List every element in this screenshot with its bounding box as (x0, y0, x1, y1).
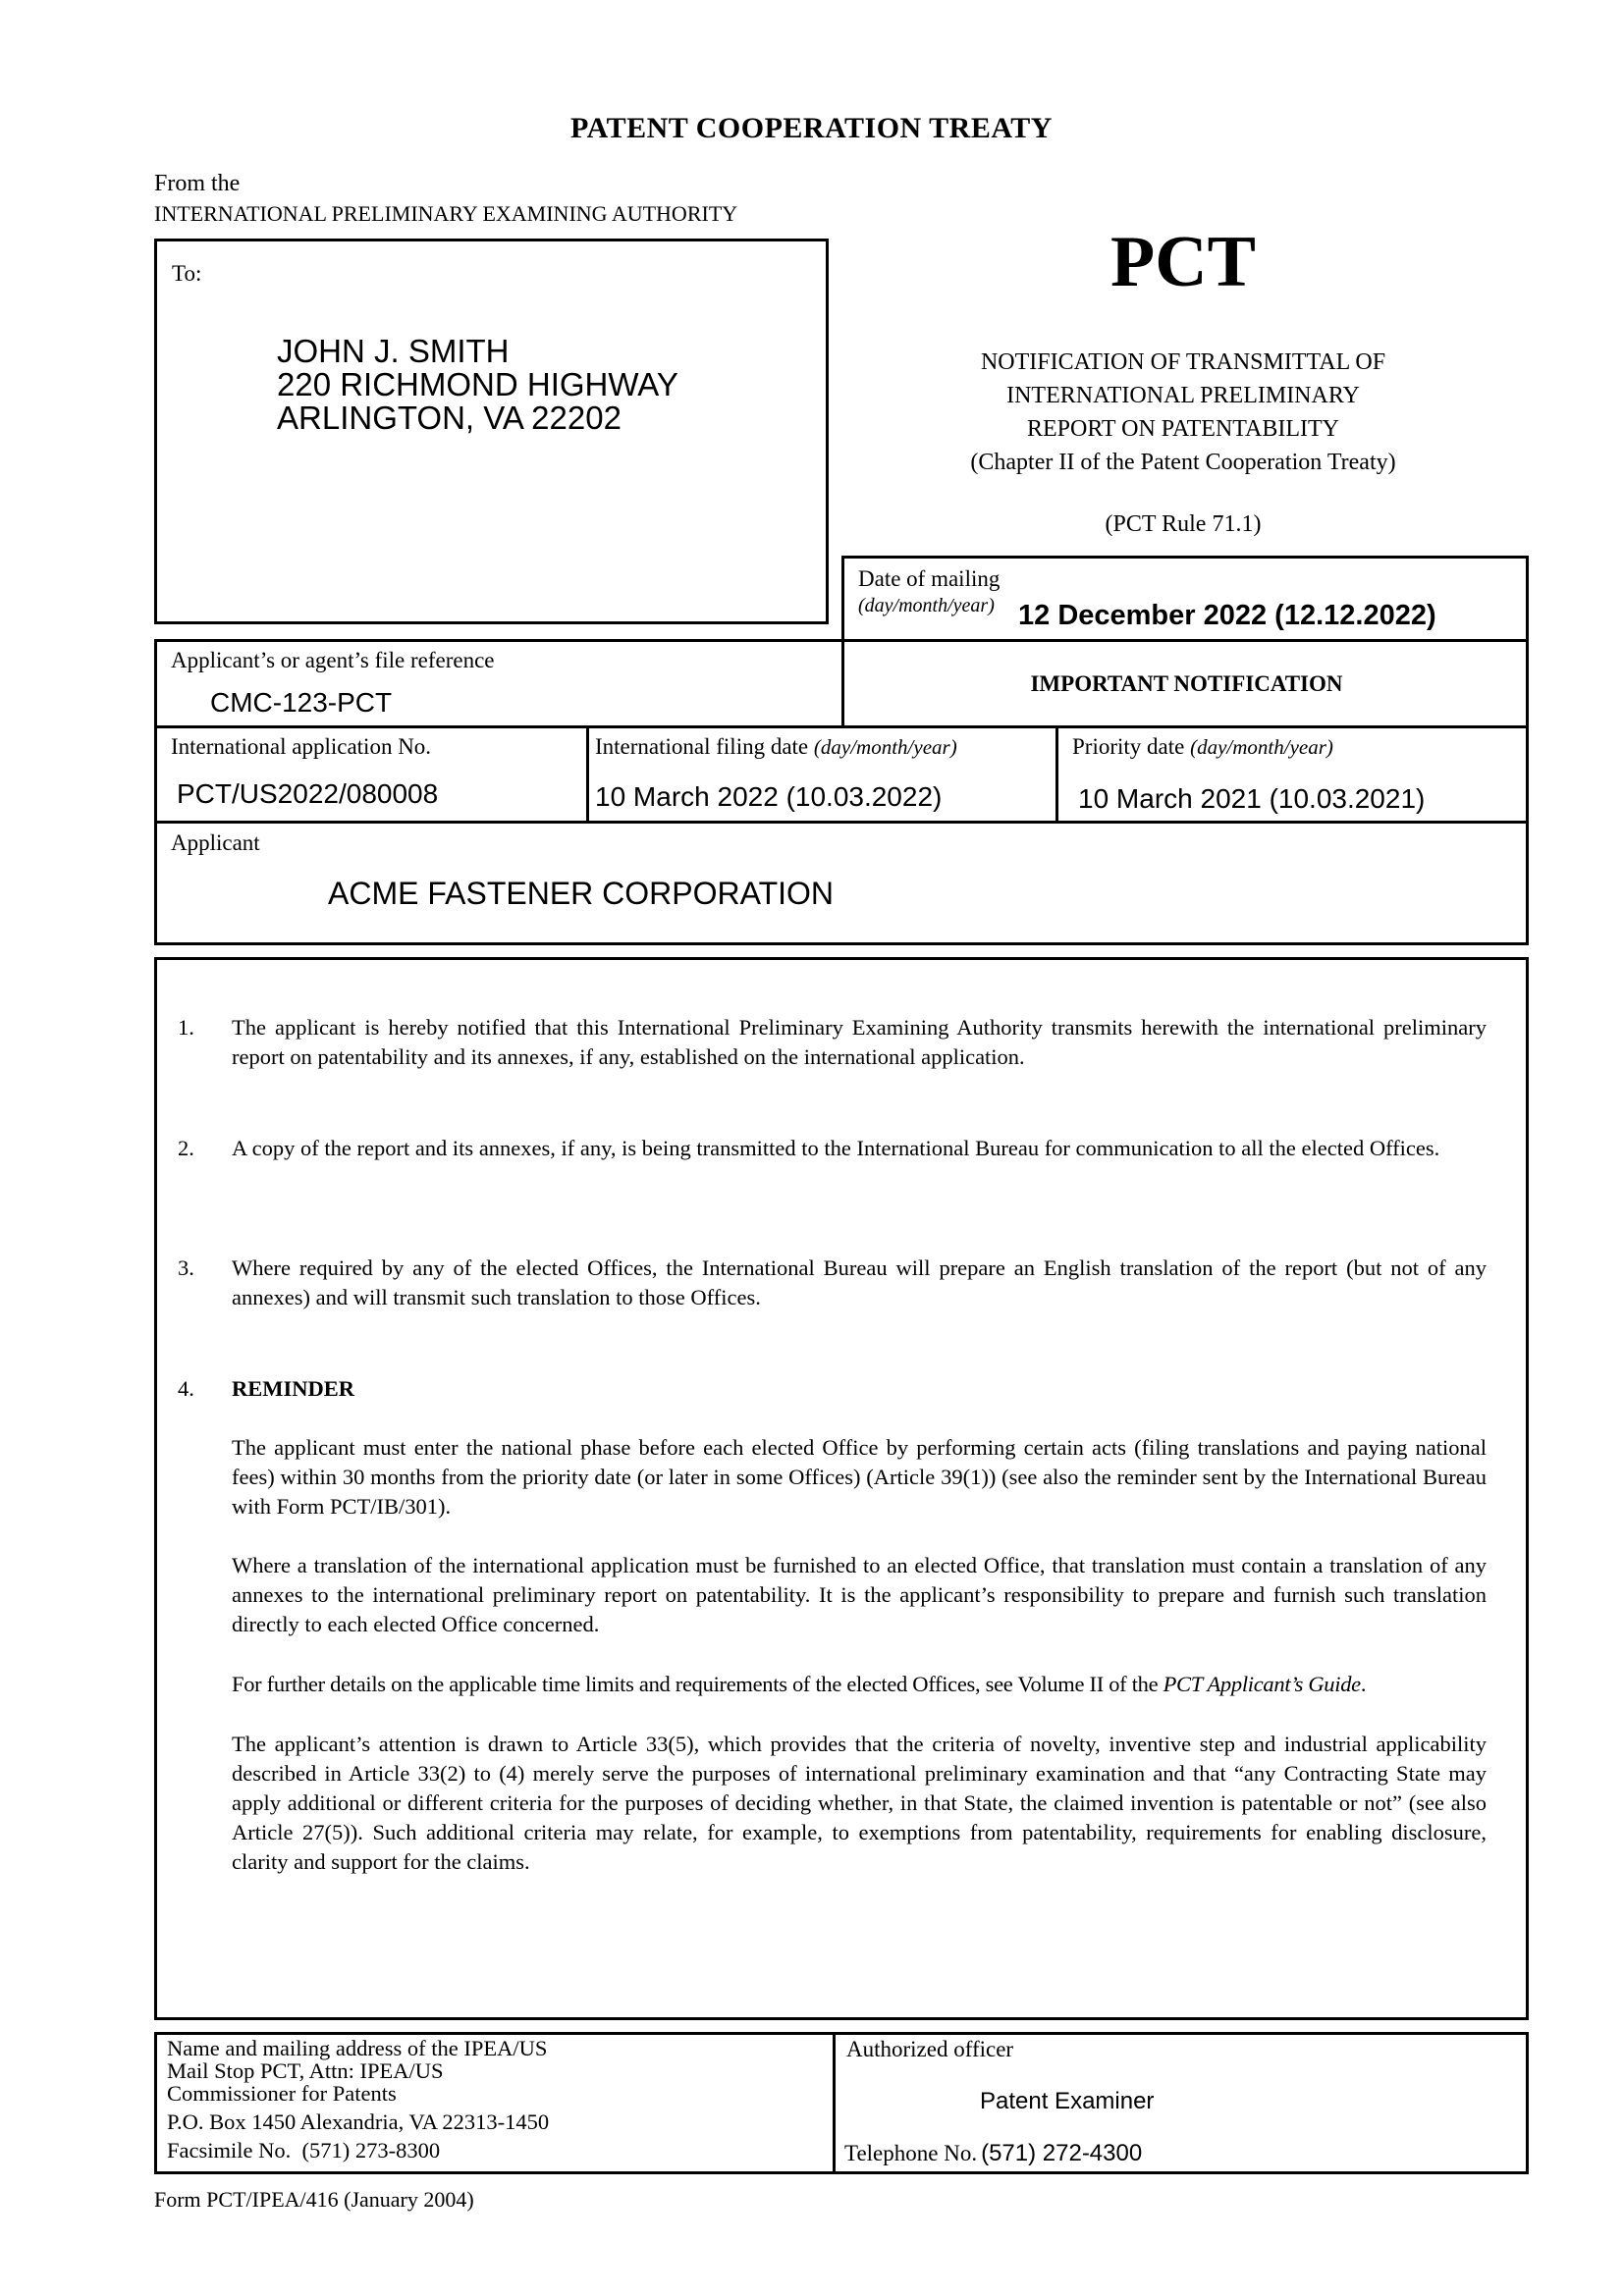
ipea-line: P.O. Box 1450 Alexandria, VA 22313-1450 (167, 2109, 550, 2134)
item-3-text: Where required by any of the elected Offices, the International Bureau will prepare an English translation of the report (but not of any annexes) and will transmit such translation to those Offices. (232, 1255, 1487, 1309)
recipient-address (277, 335, 678, 435)
applicant-label: Applicant (171, 830, 260, 855)
address-line: 220 RICHMOND HIGHWAY (277, 366, 678, 402)
ipea-line: Name and mailing address of the IPEA/US (167, 2036, 548, 2060)
mailing-date-value: 12 December 2022 (12.12.2022) (1018, 600, 1436, 631)
from-line-2: INTERNATIONAL PRELIMINARY EXAMINING AUTHORITY (154, 201, 738, 226)
applicants-guide-title: PCT Applicant’s Guide (1163, 1672, 1361, 1696)
telephone-line: Telephone No. (571) 272-4300 (844, 2140, 1143, 2166)
ipea-line: Commissioner for Patents (167, 2081, 397, 2106)
reminder-paragraph-3: The applicant’s attention is drawn to Article 33(5), which provides that the criteria of novelty, inventive step and industrial applicability described in Article 33(2) to (4) merely serve the purposes of international preliminary examination and that “any Contracting State may apply additional or different criteria for the purposes of deciding whether, in that State, the claimed invention is patentable or not” (see also Article 27(5)). Such additional criteria may relate, for example, to exemptions from patentability, requirements for enabling disclosure, clarity and support for the claims. (232, 1732, 1487, 1874)
pct-rule: (PCT Rule 71.1) (1105, 511, 1262, 537)
item-number: 2. (178, 1136, 194, 1160)
item-number: 3. (178, 1255, 194, 1280)
telephone-value: (571) 272-4300 (981, 2140, 1143, 2166)
reminder-paragraph-1: The applicant must enter the national phase before each elected Office by performing certain acts (filing translations and paying national fees) within 30 months from the priority date (or later in some Offices) (Article 39(1)) (see also the reminder sent by the International Bureau with Form PCT/IB/301). (232, 1435, 1487, 1519)
item-number: 1. (178, 1015, 194, 1040)
pct-logo-text: PCT (1110, 222, 1256, 302)
application-number-label: International application No. (171, 734, 432, 759)
ipea-address (167, 2037, 549, 2162)
authorized-officer-label: Authorized officer (846, 2037, 1014, 2061)
authorized-officer-value: Patent Examiner (980, 2088, 1155, 2114)
notification-line: INTERNATIONAL PRELIMINARY (1006, 383, 1360, 408)
item-2-text: A copy of the report and its annexes, if any, is being transmitted to the International Bureau for communication to all the elected Offices. (232, 1136, 1440, 1160)
ipea-line: Mail Stop PCT, Attn: IPEA/US (167, 2058, 444, 2083)
filing-date-label: International filing date (day/month/year) (595, 734, 957, 759)
notification-line: (Chapter II of the Patent Cooperation Treaty) (970, 450, 1396, 475)
mailing-date-label: Date of mailing (858, 566, 1001, 591)
important-notification: IMPORTANT NOTIFICATION (1030, 671, 1343, 696)
filing-date-value: 10 March 2022 (10.03.2022) (595, 781, 943, 812)
item-number: 4. (178, 1376, 194, 1401)
notification-title (864, 346, 1502, 479)
form-number: Form PCT/IPEA/416 (January 2004) (154, 2187, 474, 2212)
mailing-date-format: (day/month/year) (858, 595, 995, 616)
guide-paragraph: For further details on the applicable time limits and requirements of the elected Offices, see Volume II of the PCT Applicant’s Guide. (232, 1672, 1367, 1696)
notification-line: REPORT ON PATENTABILITY (1027, 416, 1339, 442)
file-reference-value: CMC-123-PCT (210, 687, 393, 718)
fax-line: Facsimile No. (571) 273-8300 (167, 2138, 441, 2163)
notification-line: NOTIFICATION OF TRANSMITTAL OF (980, 349, 1386, 375)
from-line-1: From the (154, 171, 241, 196)
address-line: JOHN J. SMITH (277, 333, 510, 369)
priority-date-label: Priority date (day/month/year) (1072, 734, 1333, 759)
application-number-value: PCT/US2022/080008 (177, 778, 439, 809)
to-label: To: (172, 261, 202, 286)
file-reference-label: Applicant’s or agent’s file reference (171, 648, 495, 672)
reminder-paragraph-2: Where a translation of the international application must be furnished to an elected Office, that translation must contain a translation of any annexes to the international preliminary report on patentability. It is the applicant’s responsibility to prepare and furnish such translation directly to each elected Office concerned. (232, 1553, 1487, 1636)
applicant-value: ACME FASTENER CORPORATION (328, 876, 835, 911)
item-1-text: The applicant is hereby notified that this International Preliminary Examining Authority transmits herewith the international preliminary report on patentability and its annexes, if any, established on the international application. (232, 1015, 1487, 1069)
priority-date-value: 10 March 2021 (10.03.2021) (1078, 783, 1426, 814)
to-address-box (154, 239, 829, 624)
address-line: ARLINGTON, VA 22202 (277, 400, 622, 436)
page-title: PATENT COOPERATION TREATY (570, 112, 1053, 144)
date-of-mailing-box (841, 556, 1529, 642)
reminder-heading: REMINDER (232, 1376, 355, 1401)
